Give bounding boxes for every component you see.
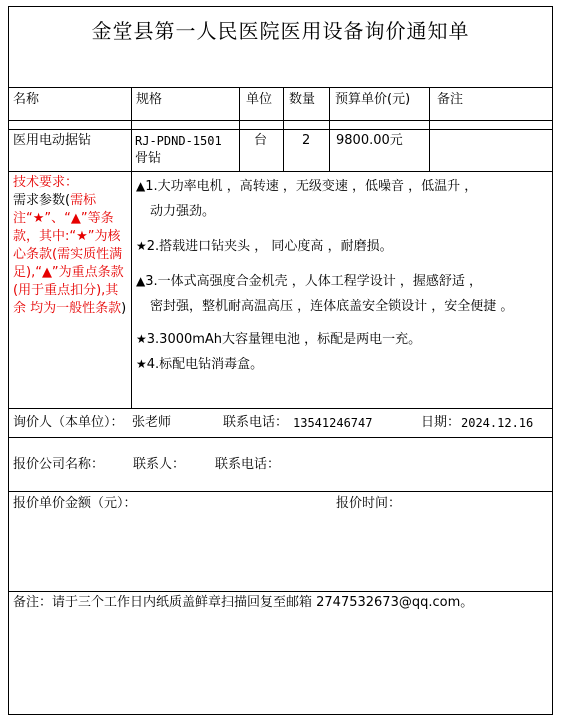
tech-items (136, 174, 550, 377)
quote-contact-label: 联系人： (133, 457, 186, 472)
tech-requirements-label (13, 174, 131, 318)
tech-item-text: 3.一体式高强度合金机壳 ，人体工程学设计 ，握感舒适 ， (145, 274, 483, 289)
tech-item (136, 174, 550, 224)
divider (9, 408, 552, 409)
inquirer-name: 张老师 (132, 415, 172, 430)
row-name: 医用电动据钻 (13, 133, 92, 148)
tech-description (13, 192, 131, 318)
divider (283, 87, 284, 171)
tech-item-text: 4.标配电钻消毒盒。 (146, 357, 264, 372)
quote-company-label: 报价公司名称： (13, 457, 105, 472)
header-unit: 单位 (246, 92, 273, 107)
row-price: 9800.00元 (336, 133, 403, 148)
tech-item (136, 234, 550, 259)
divider (329, 87, 330, 171)
quote-time-label: 报价时间： (336, 496, 402, 511)
triangle-icon: ▲ (136, 179, 146, 193)
tech-item-text: 3.3000mAh大容量锂电池 ，标配是两电一充。 (146, 332, 422, 347)
tech-item (136, 269, 550, 319)
divider (9, 437, 552, 438)
header-name: 名称 (13, 92, 40, 107)
note-text: 备注：请于三个工作日内纸质盖鲜章扫描回复至邮箱 2747532673@qq.com。 (13, 595, 474, 610)
header-spec: 规格 (136, 92, 163, 107)
inquiry-form (8, 6, 553, 715)
triangle-icon: ▲ (136, 274, 146, 288)
tech-item (136, 327, 550, 352)
inquirer-date-label: 日期： (421, 415, 461, 430)
inquirer-phone-label: 联系电话： (223, 415, 289, 430)
tech-item (136, 352, 550, 377)
divider (9, 129, 552, 130)
quote-amount-label: 报价单价金额（元）： (13, 496, 137, 511)
star-icon: ★ (136, 239, 147, 253)
inquirer-phone: 13541246747 (293, 416, 373, 430)
tech-desc-clause: 需标注“★”、“▲”等条款，其中:“★”为核心条款(需实质性满足),“▲”为重点条款(用于重点扣分),其余 均为一般性条款 (13, 193, 124, 316)
divider (9, 87, 552, 88)
page-title: 金堂县第一人民医院医用设备询价通知单 (91, 19, 470, 43)
divider (9, 120, 552, 121)
tech-title: 技术要求： (13, 175, 79, 190)
tech-item-text: 1.大功率电机 ，高转速 ，无级变速 ，低噪音 ，低温升 ， (145, 179, 478, 194)
divider (239, 87, 240, 171)
row-spec-model: RJ-PDND-1501 (135, 134, 222, 148)
divider (131, 171, 132, 408)
header-qty: 数量 (289, 92, 316, 107)
quote-phone-label: 联系电话： (215, 457, 281, 472)
star-icon: ★ (136, 332, 147, 346)
tech-item-text: 2.搭载进口钻夹头 ， 同心度高 ，耐磨损。 (146, 239, 393, 254)
header-price: 预算单价(元) (335, 92, 411, 107)
header-remark: 备注 (437, 92, 464, 107)
divider (9, 171, 552, 172)
star-icon: ★ (136, 357, 147, 371)
tech-item-text: 密封强，整机耐高温高压 ，连体底盖安全锁设计 ，安全便捷 。 (150, 299, 514, 314)
inquirer-date: 2024.12.16 (461, 416, 534, 430)
divider (9, 591, 552, 592)
row-unit: 台 (254, 133, 268, 148)
inquirer-label: 询价人（本单位）： (13, 415, 124, 430)
divider (429, 87, 430, 171)
divider (9, 491, 552, 492)
row-qty: 2 (302, 133, 311, 148)
divider (131, 87, 132, 171)
tech-desc-suffix: ) (121, 301, 127, 316)
tech-desc-prefix: 需求参数( (13, 193, 71, 208)
tech-item-text: 动力强劲。 (150, 204, 216, 219)
row-spec-type: 骨钻 (135, 151, 162, 166)
